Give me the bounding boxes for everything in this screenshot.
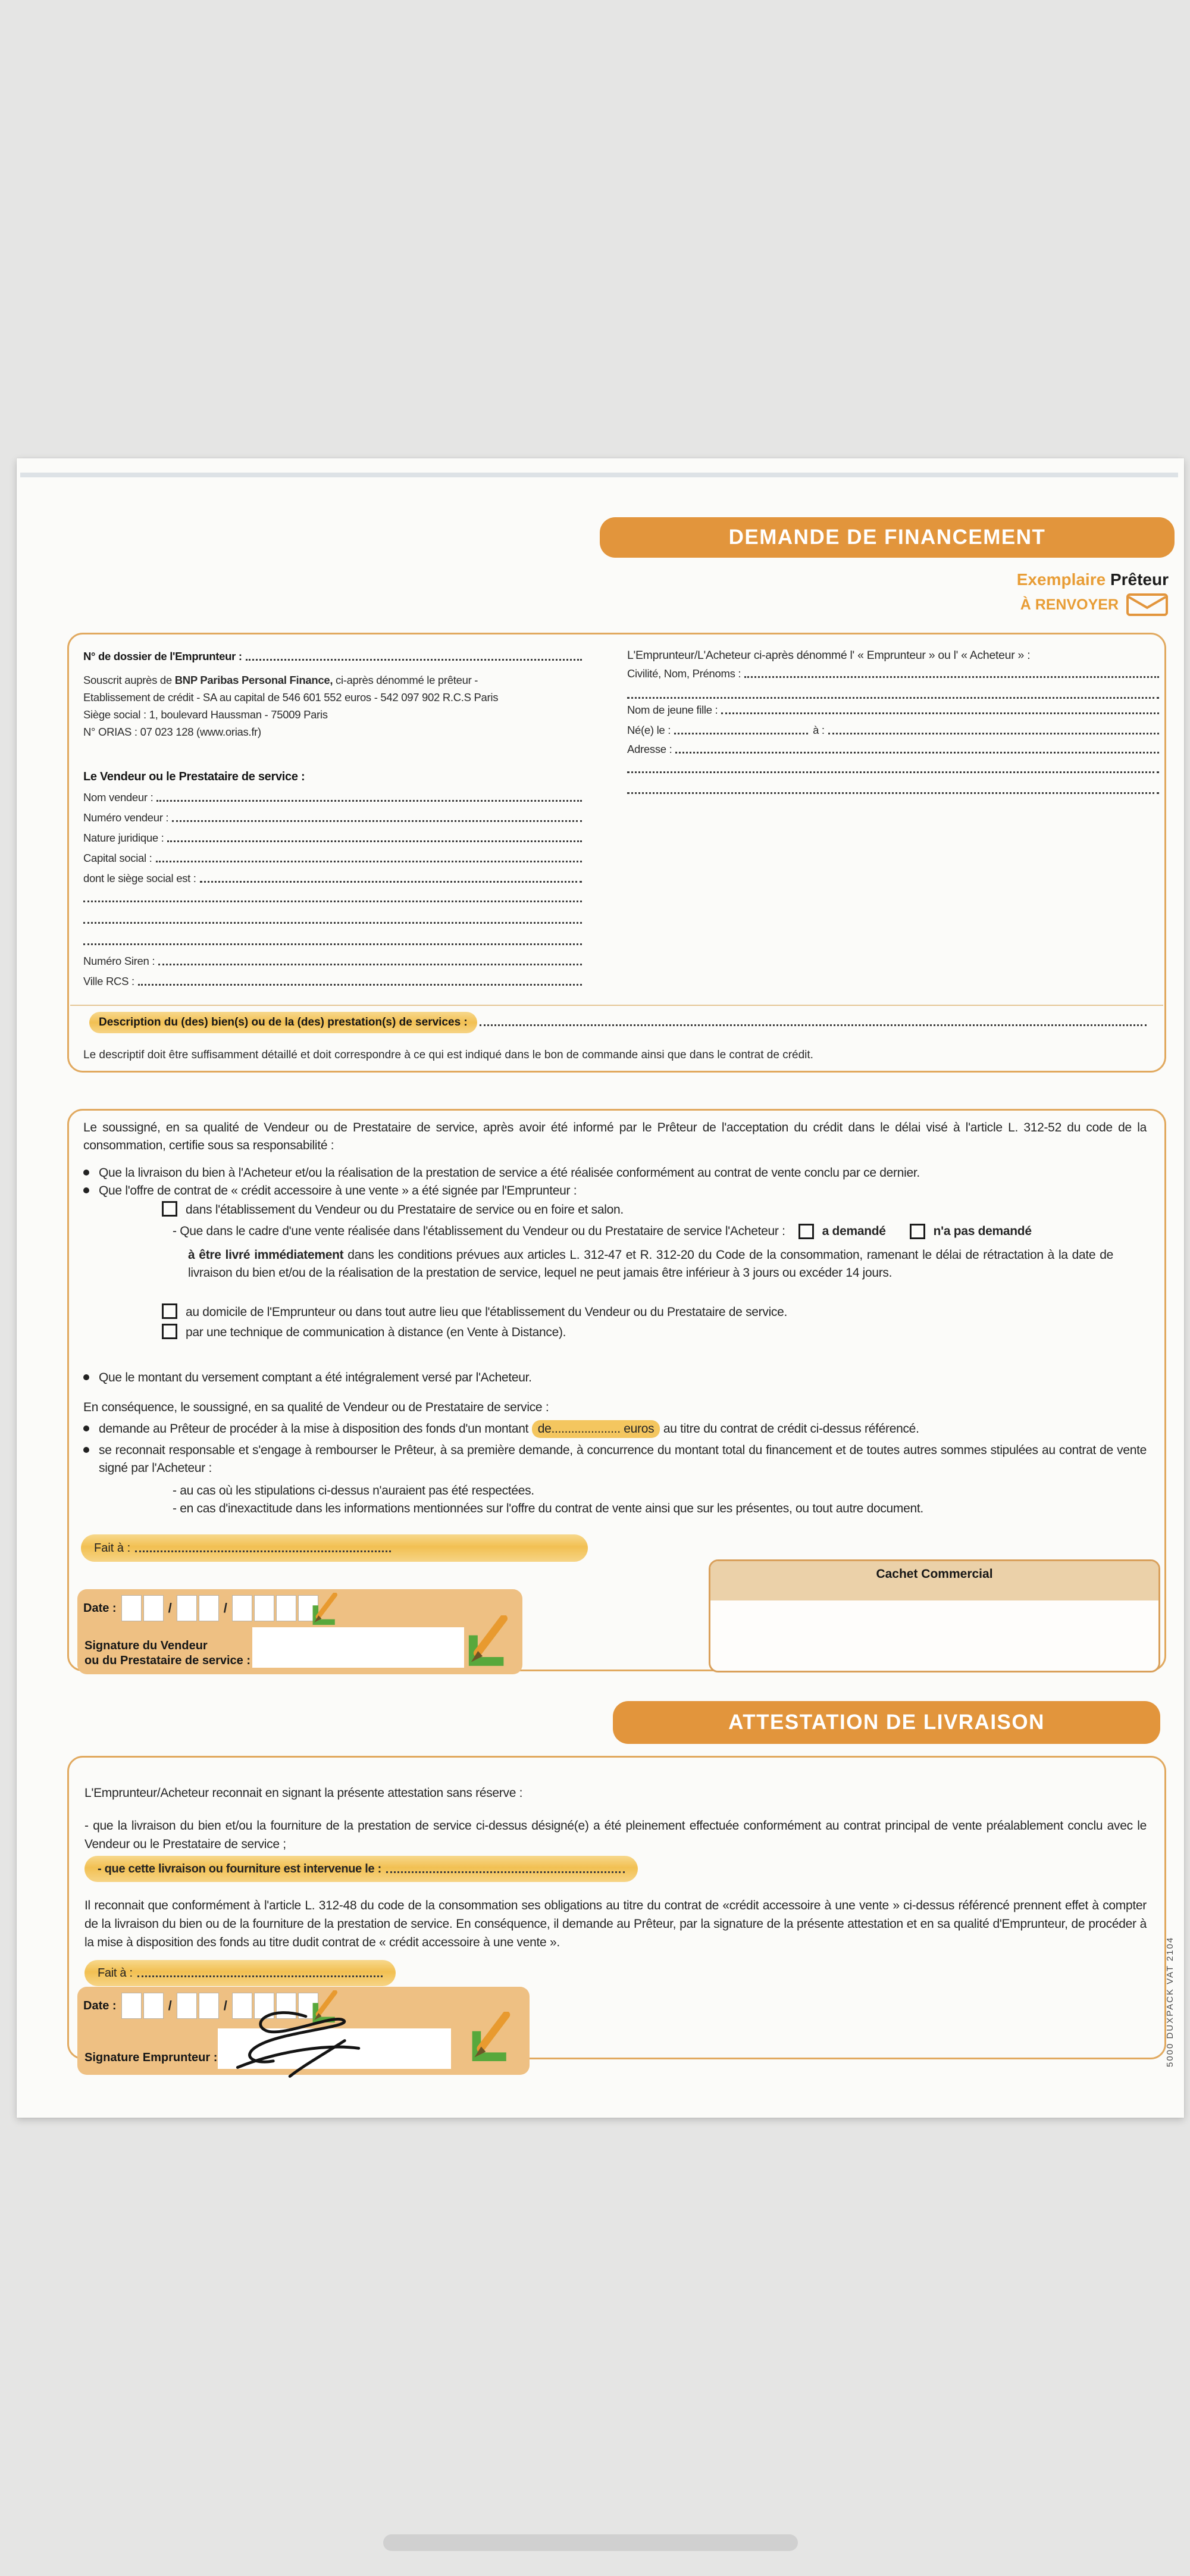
livraison-immediate-text: à être livré immédiatement dans les conditions prévues aux articles L. 312-47 et R. 312-20 du Code de la consommation, ramenant le délai de rétractation à la date de livraison du bien et/ou de la réalisation de la prestation de service, lequel ne peut jamais être inférieur à 3 jours ou excéder 14 jours. [188, 1248, 1113, 1280]
dotted-line [135, 1544, 391, 1552]
date-month-cells [177, 1993, 219, 2019]
dotted-line [138, 984, 582, 986]
description-label-highlight: Description du (des) bien(s) ou de la (des) prestation(s) de services : [89, 1012, 477, 1033]
dotted-line [675, 752, 1159, 754]
civility-field: Civilité, Nom, Prénoms : [627, 667, 1159, 680]
vendor-field: dont le siège social est : [83, 872, 582, 885]
vendor-signature-box [77, 1589, 522, 1674]
lender-line-1: Souscrit auprès de BNP Paribas Personal Finance, ci-après dénommé le prêteur - [83, 674, 478, 686]
dotted-line [480, 1024, 1147, 1026]
dotted-line [246, 659, 582, 661]
dotted-line [386, 1865, 625, 1873]
cachet-commercial-title: Cachet Commercial [710, 1561, 1158, 1600]
exemplaire-value: Prêteur [1110, 570, 1169, 589]
dotted-line [674, 733, 808, 734]
print-reference-code: 5000 DUXPACK VAT 2104 [1165, 1936, 1175, 2067]
dotted-line [83, 922, 582, 924]
certification-bullet-2: Que l'offre de contrat de « crédit accessoire à une vente » a été signée par l'Emprunteur : [83, 1182, 1147, 1200]
scanned-form-page [17, 458, 1184, 2118]
renvoyer-line [1017, 593, 1169, 617]
renvoyer-label: À RENVOYER [1020, 596, 1119, 613]
borrower-signature-label: Signature Emprunteur : [84, 2051, 218, 2064]
vendor-field: Capital social : [83, 852, 582, 865]
option-etablissement: dans l'établissement du Vendeur ou du Prestataire de service ou en foire et salon. [162, 1201, 1147, 1219]
option-distance: par une technique de communication à distance (en Vente à Distance). [162, 1324, 1147, 1342]
vendor-signature-label: Signature du Vendeur ou du Prestataire de service : [84, 1639, 251, 1667]
exemplaire-line [1017, 570, 1169, 589]
certification-bullet-4: demande au Prêteur de procéder à la mise à disposition des fonds d'un montant de..................... euros au titre du contrat de crédit ci-dessus référencé. [83, 1420, 1147, 1438]
vendor-field: Numéro vendeur : [83, 811, 582, 824]
date-label: Date : [83, 1999, 117, 2012]
description-note: Le descriptif doit être suffisamment détaillé et doit correspondre à ce qui est indiqué dans le bon de commande ainsi que dans le contrat de crédit. [83, 1049, 813, 1061]
dotted-line [83, 943, 582, 945]
pencil-icon [465, 2012, 516, 2063]
banner-demande-financement [600, 517, 1175, 558]
vendor-field: Nom vendeur : [83, 791, 582, 804]
certification-intro: Le soussigné, en sa qualité de Vendeur ou de Prestataire de service, après avoir été informé par le Prêteur de l'acceptation du crédit dans le délai visé à l'article L. 312-52 du code de la consommation, certifie sous sa responsabilité : [83, 1121, 1147, 1152]
date-day-cells [121, 1595, 164, 1621]
fait-a-field-borrower: Fait à : [84, 1960, 396, 1986]
lender-line-4: N° ORIAS : 07 023 128 (www.orias.fr) [83, 726, 261, 738]
envelope-icon [1126, 593, 1169, 617]
certification-bullet-1: Que la livraison du bien à l'Acheteur et/ou la réalisation de la prestation de service a été réalisée conformément au contrat de vente conclu par ce dernier. [83, 1164, 1147, 1182]
dotted-line [627, 771, 1159, 773]
vendor-field: Nature juridique : [83, 831, 582, 845]
checkbox-domicile [162, 1303, 177, 1319]
dotted-line [83, 901, 582, 902]
amount-highlight: de..................... euros [532, 1420, 660, 1438]
exemplaire-block [1017, 570, 1169, 617]
bullet-icon [83, 1170, 89, 1176]
dotted-line [828, 733, 1159, 734]
fait-a-field-vendor: Fait à : [81, 1534, 588, 1562]
date-month-cells [177, 1595, 219, 1621]
maiden-name-field: Nom de jeune fille : [627, 704, 1159, 717]
dash-clause-1: - au cas où les stipulations ci-dessus n'auraient pas été respectées. [173, 1484, 534, 1498]
rcs-field: Ville RCS : [83, 975, 582, 988]
attestation-intro: L'Emprunteur/Acheteur reconnait en signant la présente attestation sans réserve : [84, 1786, 523, 1800]
checkbox-distance [162, 1324, 177, 1339]
cachet-commercial-box [709, 1559, 1160, 1672]
bullet-icon [83, 1374, 89, 1380]
checkbox-etablissement [162, 1201, 177, 1217]
date-label: Date : [83, 1601, 117, 1615]
dotted-line [721, 712, 1159, 714]
bullet-icon [83, 1187, 89, 1193]
pencil-icon [462, 1615, 514, 1668]
delivery-date-highlight: - que cette livraison ou fourniture est intervenue le : [84, 1856, 638, 1882]
dossier-number-field [83, 650, 582, 663]
borrower-date-field: Date : / / [83, 1993, 318, 2019]
section-divider [70, 1005, 1163, 1006]
checkbox-na-pas-demande [910, 1224, 925, 1239]
dash-clause-2: - en cas d'inexactitude dans les informations mentionnées sur l'offre du contrat de vente ainsi que sur les présentes, ou tout autre document. [173, 1502, 923, 1515]
bullet-icon [83, 1425, 89, 1431]
attestation-content [69, 1758, 1164, 1986]
borrower-section-title: L'Emprunteur/L'Acheteur ci-après dénommé l' « Emprunteur » ou l' « Acheteur » : [627, 649, 1031, 662]
banner-title: ATTESTATION DE LIVRAISON [728, 1711, 1045, 1734]
exemplaire-label: Exemplaire [1016, 570, 1106, 589]
dotted-line [200, 881, 582, 883]
attestation-paragraph: Il reconnait que conformément à l'article L. 312-48 du code de la consommation ses obligations au titre du contrat de «crédit accessoire à une vente » ci-dessus référencé prennent effet à compter de la livraison du bien ou de la fourniture de la prestation de service. En conséquence, il demande au Prêteur, par la signature de la présente attestation et en sa qualité d'Emprunteur, de procéder à la mise à disposition des fonds au titre dudit contrat de « crédit accessoire à une vente ». [84, 1899, 1147, 1949]
borrower-column [627, 649, 1159, 794]
handwritten-signature [226, 2003, 405, 2087]
date-year-cells [232, 1595, 318, 1621]
option-domicile: au domicile de l'Emprunteur ou dans tout autre lieu que l'établissement du Vendeur ou du Prestataire de service. [162, 1303, 1147, 1321]
dotted-line [158, 964, 582, 965]
certification-bullet-5: se reconnait responsable et s'engage à rembourser le Prêteur, à sa première demande, à concurrence du montant total du financement et de toutes autres sommes stipulées au contrat de vente signé par l'Acheteur : [83, 1442, 1147, 1477]
scan-edge-artifact [20, 473, 1178, 477]
dossier-label: N° de dossier de l'Emprunteur : [83, 650, 242, 662]
dotted-line [744, 676, 1159, 678]
attestation-point-1: - que la livraison du bien et/ou la fourniture de la prestation de service ci-dessus désigné(e) a été pleinement effectuée conformément au contrat principal de vente préalablement conclu avec le Vendeur ou le Prestataire de service ; [84, 1819, 1147, 1851]
dotted-line [627, 792, 1159, 794]
dotted-line [156, 800, 582, 802]
banner-title: DEMANDE DE FINANCEMENT [728, 526, 1046, 549]
birth-field: Né(e) le : à : [627, 724, 1159, 737]
vendor-signature-area [252, 1627, 464, 1668]
consequence-line: En conséquence, le soussigné, en sa qualité de Vendeur ou de Prestataire de service : [83, 1400, 549, 1414]
dotted-line [167, 840, 582, 842]
siren-field: Numéro Siren : [83, 955, 582, 968]
banner-attestation-livraison [613, 1701, 1160, 1744]
bullet-icon [83, 1447, 89, 1453]
lender-vendor-column [83, 650, 582, 988]
dotted-line [156, 861, 582, 862]
scroll-indicator[interactable] [383, 2534, 798, 2551]
borrower-signature-box [77, 1987, 530, 2075]
dotted-line [172, 820, 582, 822]
certification-bullet-3: Que le montant du versement comptant a été intégralement versé par l'Acheteur. [83, 1369, 1147, 1387]
lender-line-3: Siège social : 1, boulevard Haussman - 75009 Paris [83, 708, 328, 721]
lender-line-2: Etablissement de crédit - SA au capital de 546 601 552 euros - 542 097 902 R.C.S Paris [83, 691, 499, 704]
date-day-cells [121, 1993, 164, 2019]
description-field [89, 1012, 1147, 1033]
vendor-section-title: Le Vendeur ou le Prestataire de service : [83, 770, 305, 783]
dotted-line [627, 697, 1159, 699]
dotted-line [137, 1969, 383, 1977]
vente-etablissement-line: - Que dans le cadre d'une vente réalisée dans l'établissement du Vendeur ou du Prestataire de service l'Acheteur : a demandé n'a pas demandé [173, 1224, 1032, 1238]
lender-identity [83, 671, 582, 740]
pencil-icon [308, 1593, 342, 1626]
address-field: Adresse : [627, 743, 1159, 756]
certification-content [69, 1111, 1164, 1518]
checkbox-a-demande [798, 1224, 814, 1239]
vendor-date-field: Date : / / [83, 1595, 318, 1621]
parties-info-box [67, 633, 1166, 1073]
